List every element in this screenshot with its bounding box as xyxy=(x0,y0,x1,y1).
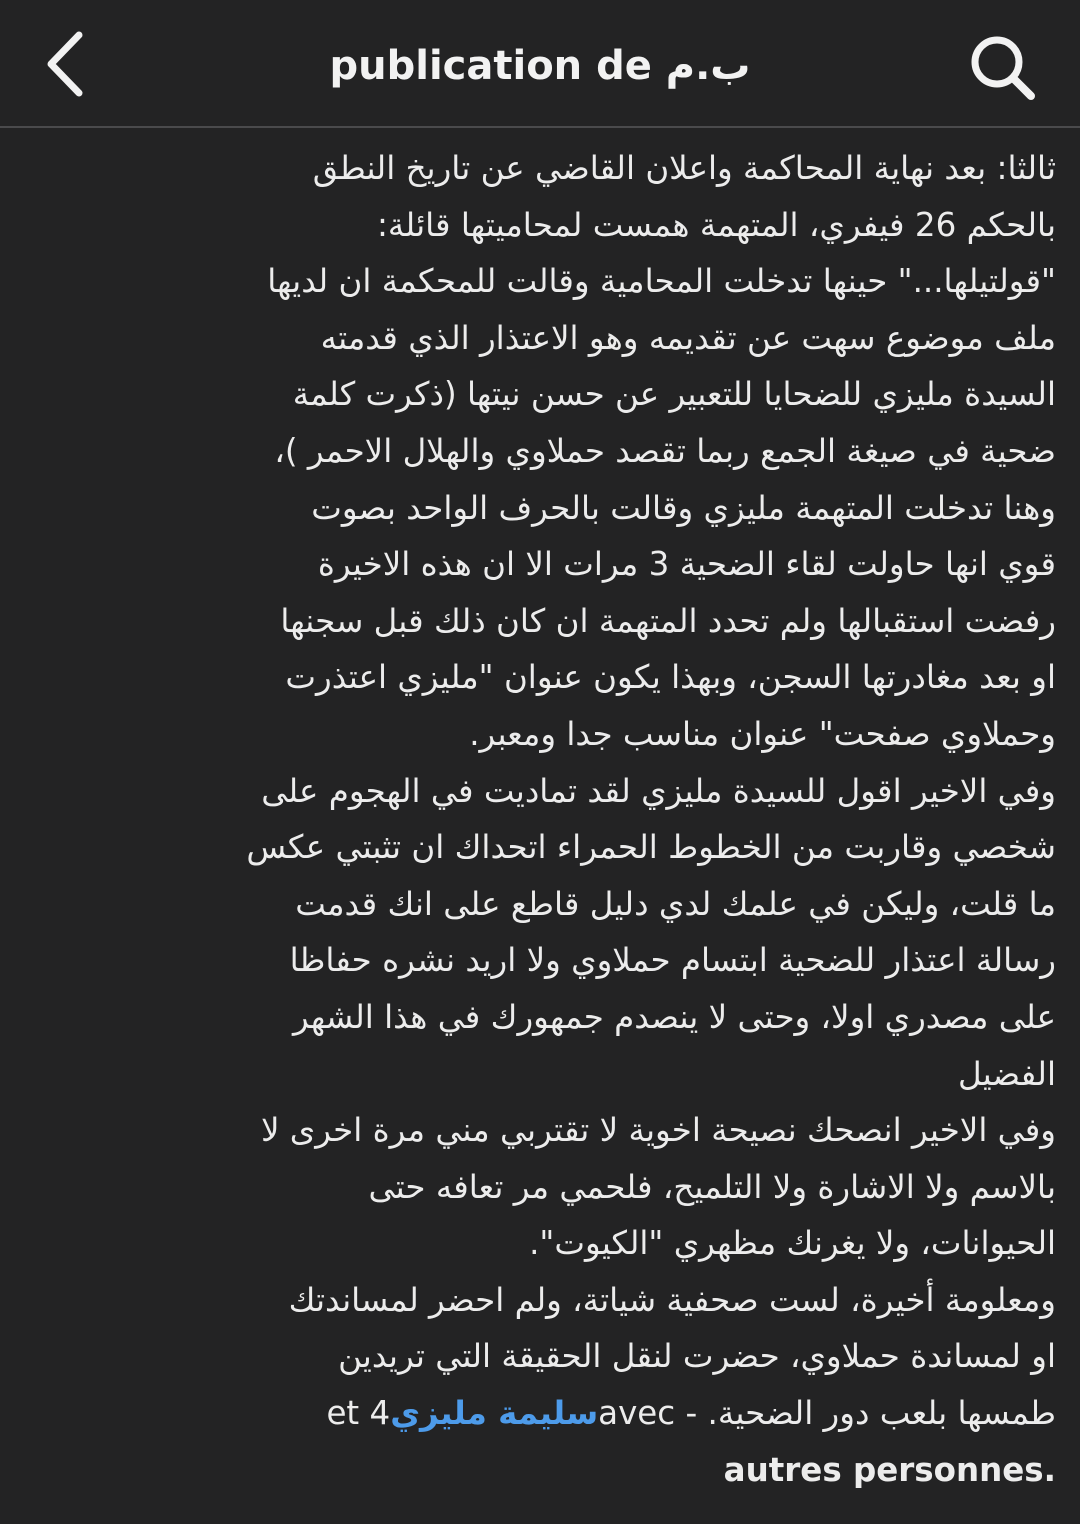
post-paragraph-3 xyxy=(24,1102,1056,1272)
post-body xyxy=(24,140,1056,1520)
post-line-text: طمسها بلعب دور الضحية. - xyxy=(675,1394,1056,1433)
post-tag-line-end xyxy=(24,1442,1056,1499)
post-paragraph-2 xyxy=(24,763,1056,1103)
back-button[interactable] xyxy=(30,22,100,106)
title-author-name: ب.م xyxy=(665,43,751,89)
post-tag-line xyxy=(24,1385,1056,1442)
post-line: وفي الاخير انصحك نصيحة اخوية لا تقتربي مني مرة اخرى لا xyxy=(260,1111,1056,1150)
post-line: ثالثا: بعد نهاية المحاكمة واعلان القاضي عن تاريخ النطق xyxy=(312,149,1056,187)
post-line: او لمساندة حملاوي، حضرت لنقل الحقيقة التي تريدين xyxy=(338,1337,1056,1376)
post-line: ملف موضوع سهت عن تقديمه وهو الاعتذار الذي قدمته xyxy=(320,318,1056,357)
post-paragraph-4 xyxy=(24,1272,1056,1498)
post-line: رسالة اعتذار للضحية ابتسام حملاوي ولا اريد نشره حفاظا xyxy=(289,941,1056,980)
mention-link[interactable]: سليمة مليزي xyxy=(390,1394,599,1433)
post-line: الحيوانات، ولا يغرنك مظهري "الكيوت". xyxy=(529,1224,1056,1263)
title-prefix: publication de xyxy=(329,43,652,89)
post-line: الفضيل xyxy=(958,1054,1056,1093)
post-line: شخصي وقاربت من الخطوط الحمراء اتحداك ان تثبتي عكس xyxy=(246,828,1056,867)
post-line: ما قلت، وليكن في علمك لدي دليل قاطع على انك قدمت xyxy=(295,884,1056,923)
post-line: السيدة مليزي للضحايا للتعبير عن حسن نيتها (ذكرت كلمة xyxy=(292,375,1056,414)
post-line: ضحية في صيغة الجمع ربما تقصد حملاوي والهلال الاحمر )، xyxy=(274,431,1056,470)
search-icon xyxy=(967,32,1039,104)
post-line: وفي الاخير اقول للسيدة مليزي لقد تماديت في الهجوم على xyxy=(261,771,1056,810)
page-title xyxy=(180,36,900,96)
post-line: ومعلومة أخيرة، لست صحفية شياتة، ولم احضر لمساندتك xyxy=(288,1280,1056,1319)
post-line: قوي انها حاولت لقاء الضحية 3 مرات الا ان هذه الاخيرة xyxy=(317,545,1056,584)
others-link[interactable]: autres personnes. xyxy=(723,1450,1056,1489)
post-line: وهنا تدخلت المتهمة مليزي وقالت بالحرف الواحد بصوت xyxy=(311,488,1056,527)
post-paragraph-1 xyxy=(24,140,1056,763)
chevron-left-icon xyxy=(43,29,87,99)
avec-label: avec xyxy=(598,1394,676,1433)
post-line: على مصدري اولا، وحتى لا ينصدم جمهورك في هذا الشهر xyxy=(292,997,1056,1036)
et-others-label: et 4 xyxy=(326,1394,391,1433)
post-line: بالاسم ولا الاشارة ولا التلميح، فلحمي مر تعافه حتى xyxy=(368,1167,1056,1206)
top-bar xyxy=(0,0,1080,128)
post-line: بالحكم 26 فيفري، المتهمة همست لمحاميتها قائلة: xyxy=(376,205,1056,244)
post-line: رفضت استقبالها ولم تحدد المتهمة ان كان ذلك قبل سجنها xyxy=(280,601,1056,640)
post-line: او بعد مغادرتها السجن، وبهذا يكون عنوان "مليزي اعتذرت xyxy=(285,658,1056,697)
post-line: "قولتيلها..." حينها تدخلت المحامية وقالت للمحكمة ان لديها xyxy=(267,262,1056,301)
post-line: وحملاوي صفحت" عنوان مناسب جدا ومعبر. xyxy=(469,714,1056,753)
search-button[interactable] xyxy=(958,26,1048,110)
